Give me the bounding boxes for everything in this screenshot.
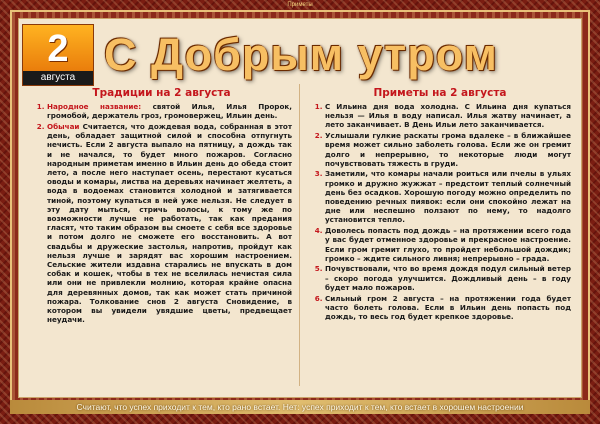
date-day: 2 [47, 28, 69, 70]
list-item [47, 102, 292, 120]
traditions-column [24, 84, 300, 386]
date-badge [22, 24, 94, 86]
date-month: августа [23, 71, 93, 85]
item-text: святой Илья, Илья Пророк, громобой, держатель гроз, громовержец, Ильин день. [47, 102, 292, 121]
list-item: 3. Заметили, что комары начали роиться или пчелы в ульях громко и дружно жужжат – предстоит теплый солнечный день без осадков. Хорошую погоду можно определить по поведению речных пиявок: если они спокойно лежат на дне или неспешно ползают по нему, то надолго установится тепло. [325, 169, 571, 224]
list-item [47, 122, 292, 324]
list-item: 6. Сильный гром 2 августа – на протяжении года будет часто болеть голова. Если в Ильин день попасть под дождь, то весь год будет крепкое здоровье. [325, 294, 571, 322]
omens-column [302, 84, 578, 386]
omens-heading: Приметы на 2 августа [373, 87, 507, 99]
list-item: 4. Доволесь попасть под дождь – на протяжении всего года у вас будет отменное здоровье и прекрасное настроение. Если гром гремит глухо, то пройдет небольшой дождик; громко – ждите сильного ливня; непрерывно – града. [325, 226, 571, 263]
list-item: 2. Услышали гулкие раскаты грома вдалеке – в ближайшее время может сильно заболеть голова. Если же он гремит долго и непрерывно, то некоторые люди могут почувствовать тяжесть в груди. [325, 131, 571, 168]
list-item: 1. С Ильина дня вода холодна. С Ильина дня купаться нельзя — Илья в воду написал. Илья жатву начинает, а лето заканчивает. В День Ильи лето заканчивается. [325, 102, 571, 130]
list-item: 5. Почувствовали, что во время дождя подул сильный ветер – скоро погода улучшится. Дождливый день – в году будет мало пожаров. [325, 264, 571, 292]
item-label: Народное название: [47, 102, 142, 111]
item-text: Считается, что дождевая вода, собранная в этот день, обладает защитной силой и способна отпугнуть нечисть. Если 2 августа выпало на пятницу, а дождь так и не начался, то будет много пожаров. Согласно народным приметам именно в Ильин день до обеда стоит лето, а после него наступает осень, перестают кусаться оводы и комары, листва на деревьях начинает желтеть, а вода в водоемах становится холодной и затягивается тиной, поэтому купаться в ней уже нельзя. Не следует в эту дату мыться, стричь волосы, к тому же по возможности лучше не работать, так как предания гласят, что таким образом вы смоете с себя все здоровье и потом долго не сможете его восстановить. А вот свадьбы и дружеские застолья, напротив, пройдут как нельзя лучше и зарядят вас хорошим настроением. Сельские жители издавна старались не впускать в дом собак и кошек, чтобы в тех не вселилась нечистая сила или они не привлекли молнию, которая крайне опасна для деревянных домов, так как может стать причиной пожара. Толкование снов 2 августа Сновидение, в котором вы увидели увядшие цветы, предвещает неудачи. [47, 121, 292, 325]
footer-quote: Считают, что успех приходит к тем, кто рано встает. Нет: успех приходит к тем, кто встает в хорошем настроении [10, 400, 590, 414]
main-title: С Добрым утром [104, 29, 498, 80]
traditions-heading: Традиции на 2 августа [92, 87, 231, 99]
item-label: Обычаи [47, 121, 80, 131]
top-caption: Приметы [287, 2, 313, 8]
